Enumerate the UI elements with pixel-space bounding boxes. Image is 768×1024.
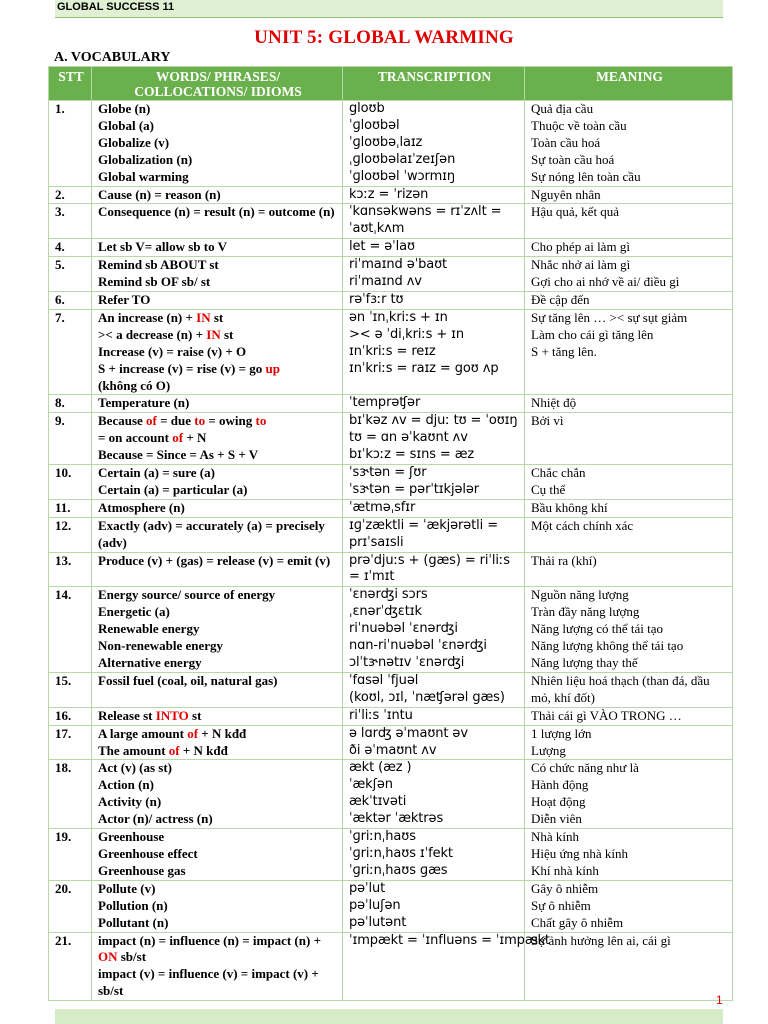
word-line: Energy source/ source of energy — [98, 587, 276, 603]
table-row — [49, 517, 733, 552]
row-number: 9. — [49, 413, 92, 465]
words-cell — [92, 932, 343, 1001]
meaning-line: Năng lượng thay thế — [531, 655, 638, 670]
word-text: sb/st — [117, 949, 147, 965]
table-row — [49, 465, 733, 500]
meaning-cell — [525, 725, 733, 760]
word-text: st — [220, 326, 234, 342]
words-cell — [92, 186, 343, 204]
table-row — [49, 257, 733, 292]
page-title: UNIT 5: GLOBAL WARMING — [254, 27, 514, 48]
word-line: impact (v) = influence (v) = impact (v) + sb/st — [98, 966, 319, 999]
meaning-line: Nguyên nhân — [531, 186, 601, 202]
transcription-line: riˈmaɪnd ʌv — [349, 274, 422, 290]
meaning-line: Nhiên liệu hoá thạch (than đá, dầu mỏ, khí đốt) — [531, 672, 710, 705]
table-row — [49, 309, 733, 395]
vocabulary-table — [48, 66, 733, 1001]
meaning-cell — [525, 880, 733, 932]
meaning-cell — [525, 499, 733, 517]
meaning-line: Lượng — [531, 742, 566, 758]
transcription-cell — [343, 309, 525, 395]
word-line: Action (n) — [98, 777, 154, 793]
meaning-line: Toàn cầu hoá — [531, 134, 601, 150]
meaning-line: Sự ảnh hưởng lên ai, cái gì — [531, 932, 671, 948]
meaning-cell — [525, 465, 733, 500]
row-number: 20. — [49, 880, 92, 932]
table-row — [49, 413, 733, 465]
meaning-line: Thuộc về toàn cầu — [531, 117, 627, 133]
table-header-row — [49, 67, 733, 101]
table-row — [49, 291, 733, 309]
row-number: 1. — [49, 101, 92, 187]
transcription-line: ˌɛnərˈʤɛtɪk — [349, 604, 422, 620]
highlighted-preposition: IN — [206, 326, 221, 342]
words-cell — [92, 880, 343, 932]
words-cell — [92, 829, 343, 881]
transcription-cell — [343, 760, 525, 829]
word-text: = owing — [205, 413, 256, 429]
row-number: 18. — [49, 760, 92, 829]
meaning-line: Bởi vì — [531, 413, 564, 429]
transcription-line: ˈætməˌsfɪr — [349, 499, 416, 515]
transcription-line: let = əˈlaʊ — [349, 239, 415, 255]
meaning-line: Có chức năng như là — [531, 760, 639, 776]
row-number: 8. — [49, 395, 92, 413]
transcription-line: ˈɪmpækt = ˈɪnfluəns = ˈɪmpækt — [349, 932, 550, 948]
word-text: st — [210, 309, 224, 325]
meaning-cell — [525, 517, 733, 552]
transcription-line: ˈfɑsəl ˈfjuəl — [349, 672, 419, 688]
meaning-cell — [525, 309, 733, 395]
words-cell — [92, 707, 343, 725]
word-text: >< a decrease (n) + — [98, 326, 207, 342]
meaning-cell — [525, 291, 733, 309]
transcription-line: riˈnuəbəl ˈɛnərʤi — [349, 621, 458, 637]
word-text: Release st — [98, 707, 156, 723]
section-heading: A. VOCABULARY — [54, 50, 171, 65]
meaning-line: Chất gây ô nhiễm — [531, 914, 624, 930]
meaning-line: Quả địa cầu — [531, 101, 594, 116]
word-line: Temperature (n) — [98, 395, 190, 411]
word-text: st — [188, 707, 202, 723]
meaning-cell — [525, 186, 733, 204]
word-line: Let sb V= allow sb to V — [98, 239, 228, 255]
word-text: = on account — [98, 430, 173, 446]
word-line: (không có O) — [98, 377, 171, 393]
word-text: + N kđđ — [179, 742, 228, 758]
transcription-line: ækˈtɪvəti — [349, 794, 407, 810]
meaning-cell — [525, 932, 733, 1001]
transcription-line: rəˈfɜːr tʊ — [349, 291, 404, 307]
transcription-line: pəˈlut — [349, 880, 386, 896]
word-line: Produce (v) + (gas) = release (v) = emit (v) — [98, 552, 331, 568]
meaning-line: Gây ô nhiễm — [531, 880, 599, 896]
transcription-cell — [343, 395, 525, 413]
meaning-line: Khí nhà kính — [531, 862, 599, 878]
transcription-line: ˈæktər ˈæktrəs — [349, 811, 444, 827]
transcription-line: ˈɡriːnˌhaʊs — [349, 829, 416, 845]
meaning-line: Sự toàn cầu hoá — [531, 151, 615, 167]
transcription-line: bɪˈkəz ʌv = djuː tʊ = ˈoʊɪŋ — [349, 413, 518, 429]
words-cell — [92, 291, 343, 309]
transcription-line: >< ə ˈdiˌkriːs + ɪn — [349, 326, 465, 342]
meaning-cell — [525, 552, 733, 587]
transcription-cell — [343, 587, 525, 673]
word-line: Atmosphere (n) — [98, 499, 185, 515]
transcription-cell — [343, 465, 525, 500]
row-number: 6. — [49, 291, 92, 309]
word-line: Global (a) — [98, 117, 154, 133]
column-header-meaning: MEANING — [525, 67, 733, 101]
table-row — [49, 239, 733, 257]
meaning-line: Năng lượng có thể tái tạo — [531, 621, 663, 637]
highlighted-preposition: IN — [196, 309, 211, 325]
word-line: Global warming — [98, 168, 189, 184]
row-number: 2. — [49, 186, 92, 204]
meaning-line: Thải cái gì VÀO TRONG … — [531, 707, 682, 723]
row-number: 4. — [49, 239, 92, 257]
transcription-line: nɑn-riˈnuəbəl ˈɛnərʤi — [349, 638, 487, 654]
word-text: A large amount — [98, 725, 188, 741]
meaning-cell — [525, 257, 733, 292]
transcription-cell — [343, 257, 525, 292]
footer-band — [55, 1009, 723, 1024]
word-line: Remind sb ABOUT st — [98, 257, 219, 273]
transcription-line: tʊ = ɑn əˈkaʊnt ʌv — [349, 430, 468, 446]
transcription-line: ˈɛnərʤi sɔrs — [349, 587, 428, 603]
word-line — [98, 933, 338, 967]
highlighted-preposition: ON — [98, 949, 118, 965]
meaning-cell — [525, 239, 733, 257]
words-cell — [92, 517, 343, 552]
word-line: Consequence (n) = result (n) = outcome (n) — [98, 204, 335, 220]
meaning-cell — [525, 829, 733, 881]
words-cell — [92, 239, 343, 257]
words-cell — [92, 257, 343, 292]
word-line: Greenhouse — [98, 829, 165, 845]
header-text: GLOBAL SUCCESS 11 — [57, 1, 175, 13]
transcription-line: ˌɡloʊbəlaɪˈzeɪʃən — [349, 151, 456, 167]
words-cell — [92, 309, 343, 395]
meaning-cell — [525, 413, 733, 465]
word-text: The amount — [98, 742, 169, 758]
column-header-words: WORDS/ PHRASES/ COLLOCATIONS/ IDIOMS — [92, 67, 343, 101]
transcription-line: gloʊb — [349, 101, 385, 116]
transcription-line: ən ˈɪnˌkriːs + ɪn — [349, 309, 448, 325]
meaning-line: Nhiệt độ — [531, 395, 577, 411]
meaning-line: Đề cập đến — [531, 291, 590, 307]
meaning-line: Gợi cho ai nhớ về ai/ điều gì — [531, 274, 680, 290]
word-line: Energetic (a) — [98, 604, 170, 620]
table-row — [49, 204, 733, 239]
words-cell — [92, 101, 343, 187]
table-row — [49, 760, 733, 829]
word-line — [98, 361, 338, 378]
row-number: 17. — [49, 725, 92, 760]
table-row — [49, 707, 733, 725]
transcription-line: riˈmaɪnd əˈbaʊt — [349, 257, 448, 273]
meaning-line: Nguồn năng lượng — [531, 587, 629, 603]
word-line — [98, 430, 338, 447]
word-line: Exactly (adv) = accurately (a) = precisely (adv) — [98, 517, 325, 550]
transcription-line: riˈliːs ˈɪntu — [349, 707, 413, 723]
transcription-line: ˈkɑnsəkwəns = rɪˈzʌlt = ˈaʊtˌkʌm — [349, 204, 502, 237]
meaning-line: Sự ô nhiễm — [531, 897, 591, 913]
page-number: 1 — [716, 993, 723, 1007]
transcription-cell — [343, 186, 525, 204]
header-band — [55, 0, 723, 18]
row-number: 5. — [49, 257, 92, 292]
words-cell — [92, 465, 343, 500]
meaning-line: Hoạt động — [531, 794, 586, 810]
words-cell — [92, 499, 343, 517]
words-cell — [92, 587, 343, 673]
highlighted-preposition: of — [168, 742, 180, 758]
transcription-cell — [343, 725, 525, 760]
word-text: S + increase (v) = rise (v) = go — [98, 360, 266, 376]
word-line: Fossil fuel (coal, oil, natural gas) — [98, 672, 278, 688]
transcription-line: pəˈluʃən — [349, 897, 401, 913]
row-number: 21. — [49, 932, 92, 1001]
table-row — [49, 186, 733, 204]
transcription-cell — [343, 517, 525, 552]
meaning-line: 1 lượng lớn — [531, 725, 592, 741]
word-line: Cause (n) = reason (n) — [98, 186, 221, 202]
meaning-line: Hiệu ứng nhà kính — [531, 845, 628, 861]
row-number: 3. — [49, 204, 92, 239]
table-row — [49, 829, 733, 881]
highlighted-preposition: to — [194, 413, 206, 429]
row-number: 15. — [49, 672, 92, 707]
meaning-cell — [525, 204, 733, 239]
highlighted-preposition: of — [172, 430, 184, 446]
meaning-cell — [525, 672, 733, 707]
word-line: Renewable energy — [98, 621, 200, 637]
row-number: 19. — [49, 829, 92, 881]
transcription-line: ˈɡloʊbəˌlaɪz — [349, 134, 423, 150]
word-line — [98, 708, 338, 725]
row-number: 12. — [49, 517, 92, 552]
meaning-line: Hành động — [531, 777, 589, 793]
transcription-line: ˈɡriːnˌhaʊs ɡæs — [349, 862, 448, 878]
meaning-line: Một cách chính xác — [531, 517, 634, 533]
word-text: = due — [156, 413, 195, 429]
word-line: Pollutant (n) — [98, 914, 169, 930]
word-line: Because = Since = As + S + V — [98, 447, 259, 463]
transcription-cell — [343, 101, 525, 187]
table-row — [49, 672, 733, 707]
row-number: 13. — [49, 552, 92, 587]
row-number: 14. — [49, 587, 92, 673]
transcription-line: (koʊl, ɔɪl, ˈnæʧərəl gæs) — [349, 689, 505, 705]
column-header-transcription: TRANSCRIPTION — [343, 67, 525, 101]
transcription-line: ˈækʃən — [349, 777, 393, 793]
transcription-cell — [343, 829, 525, 881]
highlighted-preposition: INTO — [155, 707, 189, 723]
word-line: Refer TO — [98, 291, 151, 307]
transcription-line: ɪnˈkriːs = raɪz = goʊ ʌp — [349, 360, 499, 376]
meaning-cell — [525, 707, 733, 725]
table-row — [49, 552, 733, 587]
word-text: Because — [98, 413, 147, 429]
meaning-line: Hậu quả, kết quả — [531, 204, 620, 220]
transcription-line: ɪɡˈzæktli = ˈækjərətli = prɪˈsaɪsli — [349, 517, 499, 550]
transcription-line: bɪˈkɔːz = sɪns = æz — [349, 447, 475, 463]
word-line: Certain (a) = particular (a) — [98, 481, 248, 497]
word-line: Globalize (v) — [98, 134, 170, 150]
meaning-line: Cho phép ai làm gì — [531, 239, 630, 255]
transcription-cell — [343, 932, 550, 1001]
meaning-line: Nhà kính — [531, 829, 580, 845]
transcription-line: prəˈdjuːs + (gæs) = riˈliːs = ɪˈmɪt — [349, 552, 510, 585]
transcription-cell — [343, 672, 525, 707]
table-row — [49, 880, 733, 932]
meaning-line: Bầu không khí — [531, 499, 608, 515]
table-row — [49, 499, 733, 517]
word-line: Alternative energy — [98, 655, 202, 670]
transcription-line: ˈɡloʊbəl — [349, 117, 400, 133]
word-line: Non-renewable energy — [98, 638, 224, 654]
word-text: + N kđđ — [198, 725, 247, 741]
column-header-stt: STT — [49, 67, 92, 101]
words-cell — [92, 760, 343, 829]
word-line: Globe (n) — [98, 101, 151, 116]
transcription-line: ɪnˈkriːs = reɪz — [349, 343, 436, 359]
transcription-line: ə lɑrʤ əˈmaʊnt əv — [349, 725, 468, 741]
word-line: Pollute (v) — [98, 880, 156, 896]
highlighted-preposition: up — [265, 360, 280, 376]
words-cell — [92, 413, 343, 465]
meaning-line: Sự tăng lên … >< sự sụt giảm — [531, 309, 688, 325]
transcription-line: ækt (æz ) — [349, 760, 412, 776]
meaning-cell — [525, 395, 733, 413]
word-line — [98, 726, 338, 743]
word-line: Greenhouse gas — [98, 862, 186, 878]
transcription-line: ˈtemprəʧər — [349, 395, 421, 411]
table-row — [49, 101, 733, 187]
highlighted-preposition: to — [255, 413, 267, 429]
transcription-line: ˈɡloʊbəl ˈwɔrmɪŋ — [349, 168, 456, 184]
transcription-cell — [343, 880, 525, 932]
meaning-line: Năng lượng không thể tái tạo — [531, 638, 684, 654]
transcription-line: ɔlˈtɝnətɪv ˈɛnərʤi — [349, 655, 465, 670]
meaning-line: Nhắc nhở ai làm gì — [531, 257, 631, 273]
words-cell — [92, 672, 343, 707]
table-row — [49, 932, 733, 1001]
meaning-line: Tràn đầy năng lượng — [531, 604, 640, 620]
meaning-line: Thải ra (khí) — [531, 552, 597, 568]
word-text: + N — [183, 430, 207, 446]
words-cell — [92, 204, 343, 239]
meaning-line: Sự nóng lên toàn cầu — [531, 168, 641, 184]
table-row — [49, 725, 733, 760]
meaning-line: Diễn viên — [531, 811, 582, 827]
word-line — [98, 413, 338, 430]
word-line — [98, 310, 338, 327]
words-cell — [92, 395, 343, 413]
word-line: Certain (a) = sure (a) — [98, 465, 215, 481]
transcription-cell — [343, 239, 525, 257]
word-line: Increase (v) = raise (v) + O — [98, 343, 247, 359]
word-line: Actor (n)/ actress (n) — [98, 811, 213, 827]
row-number: 10. — [49, 465, 92, 500]
row-number: 11. — [49, 499, 92, 517]
word-text: An increase (n) + — [98, 309, 197, 325]
meaning-line: Cụ thể — [531, 481, 566, 497]
meaning-line: S + tăng lên. — [531, 343, 597, 359]
words-cell — [92, 552, 343, 587]
word-text: impact (n) = influence (n) = impact (n) + — [98, 932, 321, 948]
transcription-line: kɔːz = ˈrizən — [349, 186, 429, 202]
table-row — [49, 587, 733, 673]
row-number: 16. — [49, 707, 92, 725]
transcription-cell — [343, 291, 525, 309]
table-row — [49, 395, 733, 413]
meaning-cell — [525, 587, 733, 673]
transcription-cell — [343, 204, 525, 239]
transcription-line: ˈsɝtən = ʃʊr — [349, 465, 427, 481]
meaning-cell — [525, 101, 733, 187]
highlighted-preposition: of — [187, 725, 199, 741]
transcription-cell — [343, 552, 525, 587]
meaning-line: Làm cho cái gì tăng lên — [531, 326, 654, 342]
word-line — [98, 743, 338, 760]
word-line: Greenhouse effect — [98, 845, 198, 861]
highlighted-preposition: of — [146, 413, 157, 429]
meaning-cell — [525, 760, 733, 829]
meaning-line: Chắc chắn — [531, 465, 586, 481]
transcription-cell — [343, 413, 525, 465]
word-line: Globalization (n) — [98, 151, 193, 167]
transcription-line: ˈsɝtən = pərˈtɪkjələr — [349, 481, 480, 497]
transcription-cell — [343, 499, 525, 517]
word-line: Act (v) (as st) — [98, 760, 173, 776]
word-line: Activity (n) — [98, 794, 162, 810]
transcription-line: pəˈlutənt — [349, 914, 407, 930]
transcription-line: ði əˈmaʊnt ʌv — [349, 742, 437, 758]
transcription-cell — [343, 707, 525, 725]
words-cell — [92, 725, 343, 760]
word-line — [98, 327, 338, 344]
row-number: 7. — [49, 309, 92, 395]
word-line: Pollution (n) — [98, 897, 168, 913]
word-line: Remind sb OF sb/ st — [98, 274, 211, 290]
transcription-line: ˈɡriːnˌhaʊs ɪˈfekt — [349, 845, 453, 861]
